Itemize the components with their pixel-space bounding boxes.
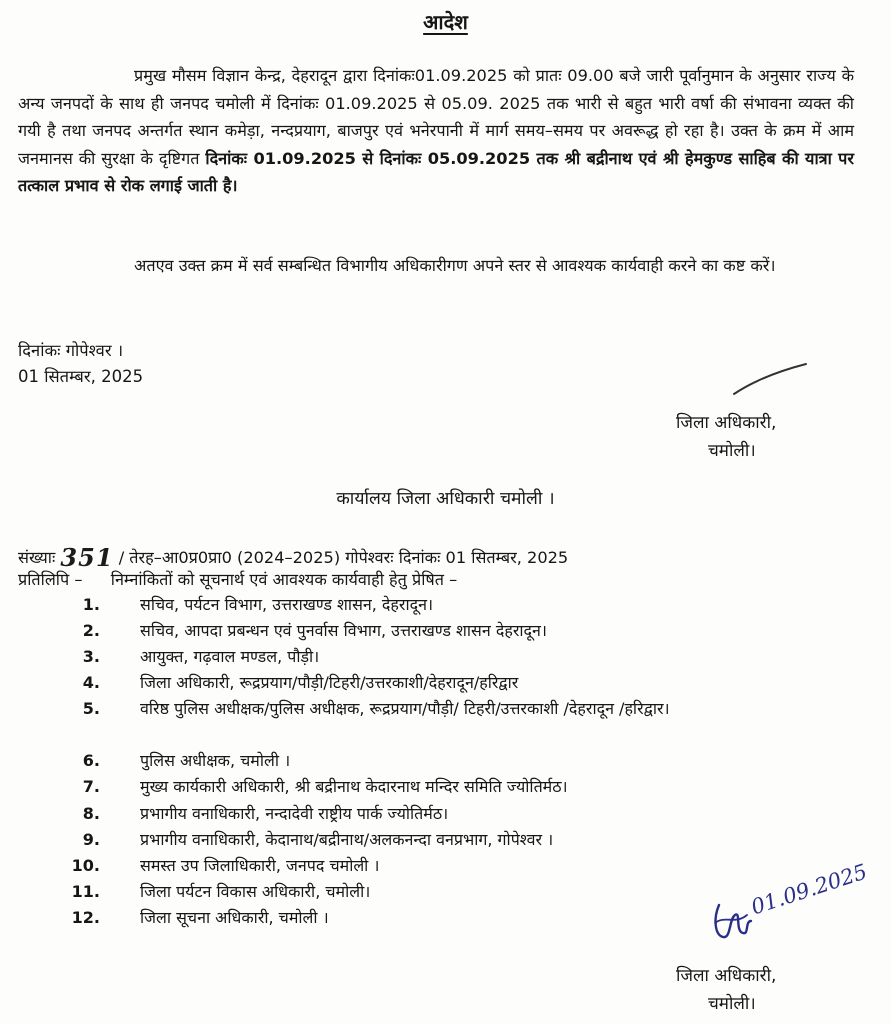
list-item-number: 5.	[82, 699, 100, 719]
list-item-number: 2.	[82, 621, 100, 641]
list-item	[60, 827, 860, 853]
signature-stroke-1	[730, 360, 810, 400]
order-title: आदेश	[423, 10, 468, 34]
reference-label: संख्याः	[18, 548, 56, 567]
copy-label: प्रतिलिपि –	[18, 570, 83, 589]
list-item-text: जिला पर्यटन विकास अधिकारी, चमोली।	[140, 881, 371, 901]
order-paragraph-main	[18, 62, 854, 200]
list-item	[60, 774, 860, 800]
list-item-text: जिला सूचना अधिकारी, चमोली ।	[140, 907, 329, 927]
list-item	[60, 670, 860, 696]
reference-rest: / तेरह–आ0प्र0प्रा0 (2024–2025) गोपेश्वरः दिनांकः 01 सितम्बर, 2025	[118, 548, 569, 567]
paragraph-action-text: अतएव उक्त क्रम में सर्व सम्बन्धित विभागीय अधिकारीगण अपने स्तर से आवश्यक कार्यवाही करने का कष्ट करें।	[134, 256, 776, 275]
list-item-text: आयुक्त, गढ़वाल मण्डल, पौड़ी।	[140, 647, 320, 667]
office-heading: कार्यालय जिला अधिकारी चमोली ।	[336, 489, 555, 509]
list-item-number: 9.	[82, 829, 100, 849]
signatory-1-designation: जिला अधिकारी,	[676, 413, 777, 433]
list-item-number: 4.	[82, 673, 100, 693]
list-item-number: 11.	[71, 881, 100, 901]
list-item-number: 6.	[82, 751, 100, 771]
list-item	[60, 592, 860, 618]
list-item-text: सचिव, पर्यटन विभाग, उत्तराखण्ड शासन, देहरादून।	[140, 595, 434, 614]
list-item-number: 8.	[82, 803, 100, 823]
list-item-text: जिला अधिकारी, रूद्रप्रयाग/पौड़ी/टिहरी/उत्तरकाशी/देहरादून/हरिद्वार	[140, 673, 519, 693]
list-item-text: पुलिस अधीक्षक, चमोली ।	[140, 751, 291, 771]
list-item-text: प्रभागीय वनाधिकारी, केदानाथ/बद्रीनाथ/अलकनन्दा वनप्रभाग, गोपेश्वर ।	[140, 829, 554, 849]
list-item-number: 1.	[82, 595, 100, 614]
list-item-number: 7.	[82, 777, 100, 797]
order-paragraph-action	[18, 252, 854, 280]
signatory-1-place: चमोली।	[708, 441, 756, 461]
signature-date: 01.09.2025	[748, 859, 871, 920]
copy-text: निम्नांकितों को सूचनार्थ एवं आवश्यक कार्यवाही हेतु प्रेषित –	[110, 570, 458, 589]
date-line: 01 सितम्बर, 2025	[18, 367, 144, 386]
list-item	[60, 801, 860, 827]
list-item	[60, 696, 860, 748]
signatory-2	[676, 962, 776, 1018]
reference-number: 351	[60, 543, 114, 572]
list-item-text: समस्त उप जिलाधिकारी, जनपद चमोली ।	[140, 855, 380, 875]
list-item	[60, 748, 860, 774]
signatory-2-place: चमोली।	[708, 994, 756, 1014]
list-item-text: प्रभागीय वनाधिकारी, नन्दादेवी राष्ट्रीय पार्क ज्योतिर्मठ।	[140, 803, 449, 823]
place-line: दिनांकः गोपेश्वर ।	[18, 341, 124, 360]
list-item-number: 10.	[71, 855, 100, 875]
list-item	[60, 853, 860, 879]
list-item-number: 3.	[82, 647, 100, 667]
signatory-2-designation: जिला अधिकारी,	[676, 966, 777, 986]
paragraph-main-bold-text: दिनांकः 01.09.2025 से दिनांकः 05.09.2025 तक श्री बद्रीनाथ एवं श्री हेमकुण्ड साहिब की यात्रा पर तत्काल प्रभाव से रोक लगाई जाती है।	[18, 148, 854, 195]
list-item-text: वरिष्ठ पुलिस अधीक्षक/पुलिस अधीक्षक, रूद्रप्रयाग/पौड़ी/ टिहरी/उत्तरकाशी /देहरादून /हरिद्वार।	[140, 699, 670, 719]
recipient-list	[60, 592, 860, 931]
list-item-text: सचिव, आपदा प्रबन्धन एवं पुनर्वास विभाग, उत्तराखण्ड शासन देहरादून।	[140, 621, 547, 641]
list-item-number: 12.	[71, 907, 100, 927]
signatory-1	[676, 409, 776, 465]
list-item	[60, 644, 860, 670]
list-item	[60, 618, 860, 644]
paragraph-main-text: प्रमुख मौसम विज्ञान केन्द्र, देहरादून द्वारा दिनांकः01.09.2025 को प्रातः 09.00 बजे जारी पूर्वानुमान के अनुसार राज्य के अन्य जनपदों के साथ ही जनपद चमोली में दिनांकः 01.09.2025 से 05.09. 2025 तक भारी से बहुत भारी वर्षा की संभावना व्यक्त की गयी है तथा जनपद अन्तर्गत स्थान कमेड़ा, नन्दप्रयाग, बाजपुर एवं भनेरपानी में मार्ग समय–समय पर अवरूद्ध हो रहा है। उक्त के क्रम में आम जनमानस की सुरक्षा के दृष्टिगत	[18, 66, 854, 168]
copy-line	[18, 568, 457, 590]
list-item-text: मुख्य कार्यकारी अधिकारी, श्री बद्रीनाथ केदारनाथ मन्दिर समिति ज्योतिर्मठ।	[140, 777, 568, 797]
